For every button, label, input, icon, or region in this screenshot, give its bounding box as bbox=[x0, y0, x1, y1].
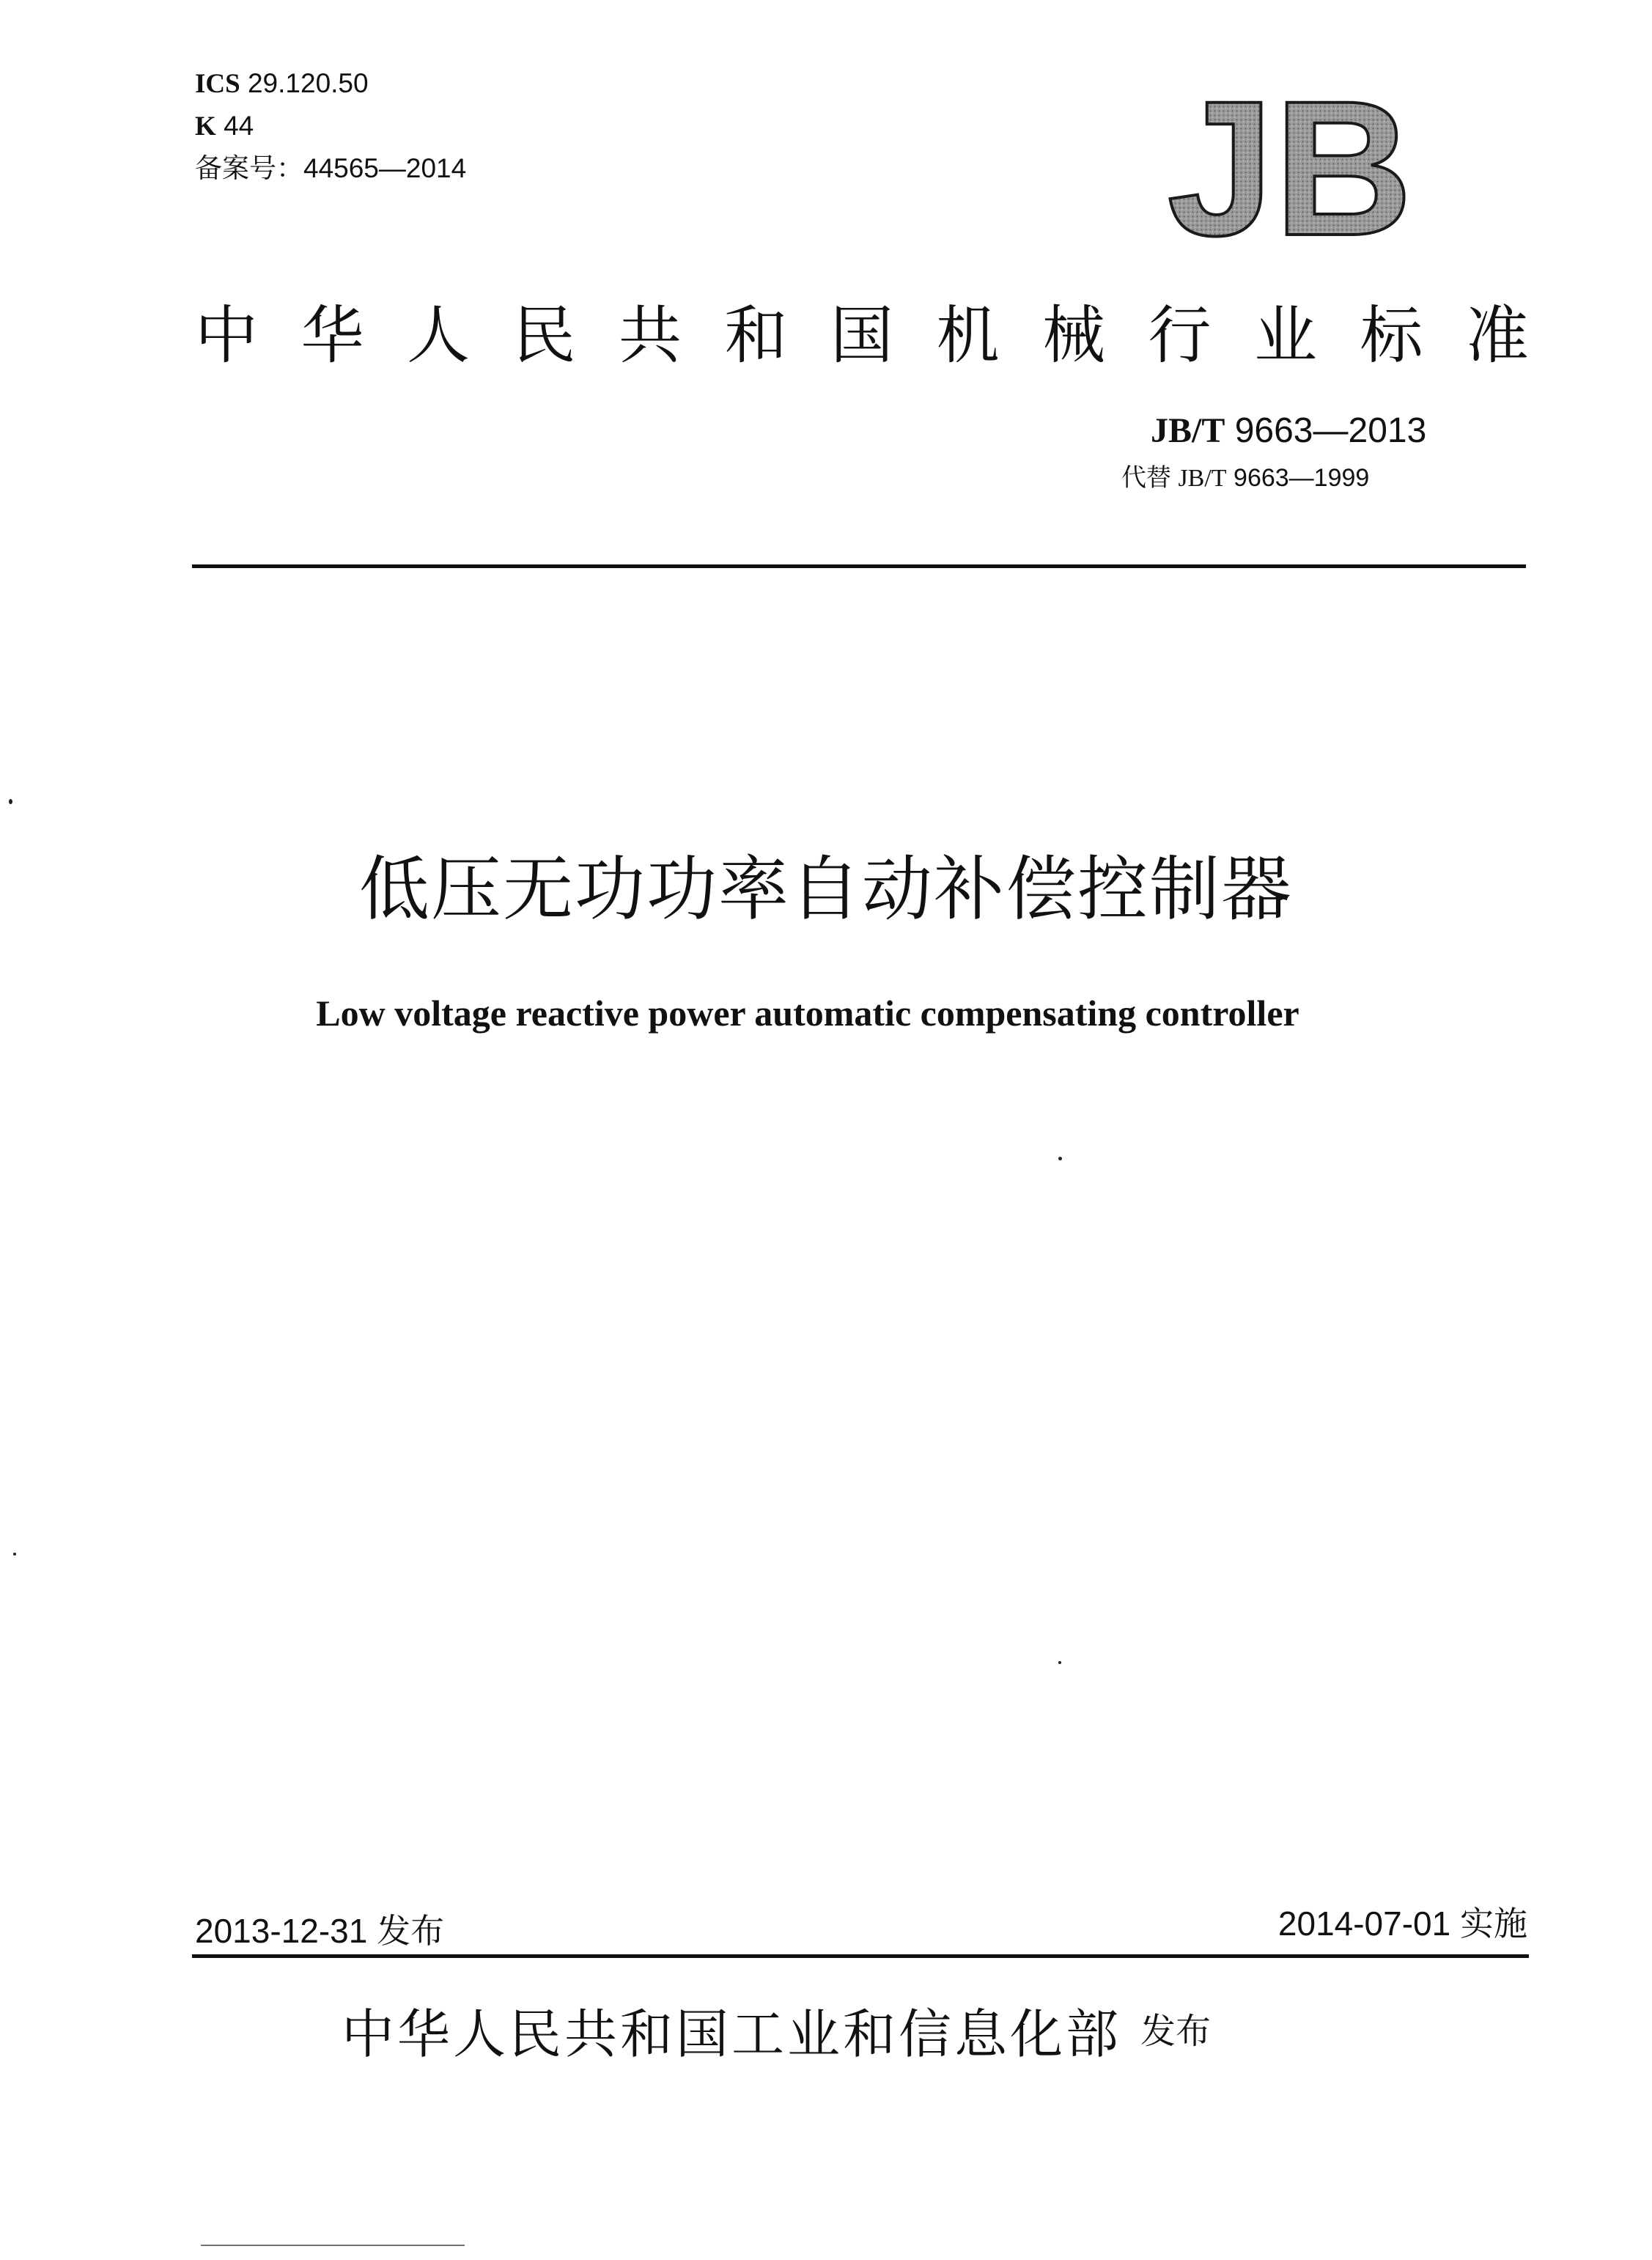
filing-number bbox=[195, 152, 466, 185]
replaces-prefix: JB/T bbox=[1178, 465, 1227, 492]
industry-title-char: 准 bbox=[1466, 299, 1529, 372]
industry-standard-title bbox=[195, 292, 1529, 380]
industry-title-char: 标 bbox=[1360, 299, 1423, 372]
document-title-en: Low voltage reactive power automatic compensating controller bbox=[316, 993, 1299, 1034]
issue-date bbox=[195, 1909, 444, 1953]
scan-speck bbox=[9, 799, 12, 804]
filing-label: 备案号： bbox=[195, 152, 303, 184]
scan-speck bbox=[1058, 1157, 1062, 1160]
filing-value: 44565—2014 bbox=[303, 153, 467, 183]
industry-title-char: 机 bbox=[936, 299, 1000, 372]
publisher-suffix: 发布 bbox=[1140, 2011, 1212, 2052]
ccs-label: K bbox=[195, 111, 216, 141]
ccs-code bbox=[195, 110, 254, 143]
scan-speck bbox=[13, 1553, 16, 1556]
replaces-number: 9663—1999 bbox=[1234, 464, 1370, 492]
industry-title-char: 民 bbox=[512, 299, 576, 372]
jb-logo bbox=[1143, 79, 1451, 255]
implementation-date-suffix: 实施 bbox=[1460, 1904, 1527, 1943]
replaces-standard bbox=[1121, 462, 1369, 495]
industry-title-char: 中 bbox=[195, 299, 258, 372]
ics-label: ICS bbox=[195, 69, 240, 99]
logo-text: JB bbox=[1167, 79, 1413, 255]
industry-title-char: 业 bbox=[1254, 299, 1317, 372]
industry-title-char: 行 bbox=[1148, 299, 1212, 372]
document-title-zh: 低压无功功率自动补偿控制器 bbox=[359, 848, 1293, 930]
ics-value: 29.120.50 bbox=[247, 68, 369, 98]
industry-title-char: 华 bbox=[300, 299, 364, 372]
industry-title-char: 共 bbox=[619, 299, 682, 372]
ics-code bbox=[195, 67, 369, 100]
industry-title-char: 和 bbox=[724, 299, 788, 372]
footer-divider bbox=[192, 1954, 1529, 1958]
header-divider bbox=[192, 564, 1526, 568]
footer-scan-line bbox=[201, 2245, 465, 2246]
industry-title-char: 械 bbox=[1042, 299, 1105, 372]
publisher bbox=[342, 1994, 1211, 2075]
standard-prefix: JB/T bbox=[1151, 411, 1225, 450]
publisher-name: 中华人民共和国工业和信息化部 bbox=[342, 2003, 1122, 2065]
replaces-label: 代替 bbox=[1121, 463, 1171, 493]
industry-title-char: 国 bbox=[830, 299, 893, 372]
standard-number bbox=[1151, 411, 1426, 452]
ccs-value: 44 bbox=[224, 111, 254, 141]
implementation-date bbox=[1278, 1902, 1527, 1946]
issue-date-value: 2013-12-31 bbox=[195, 1912, 368, 1950]
standard-number-value: 9663—2013 bbox=[1234, 411, 1427, 450]
scan-speck bbox=[1058, 1661, 1061, 1664]
issue-date-suffix: 发布 bbox=[377, 1911, 445, 1951]
industry-title-char: 人 bbox=[407, 299, 470, 372]
implementation-date-value: 2014-07-01 bbox=[1277, 1904, 1451, 1943]
